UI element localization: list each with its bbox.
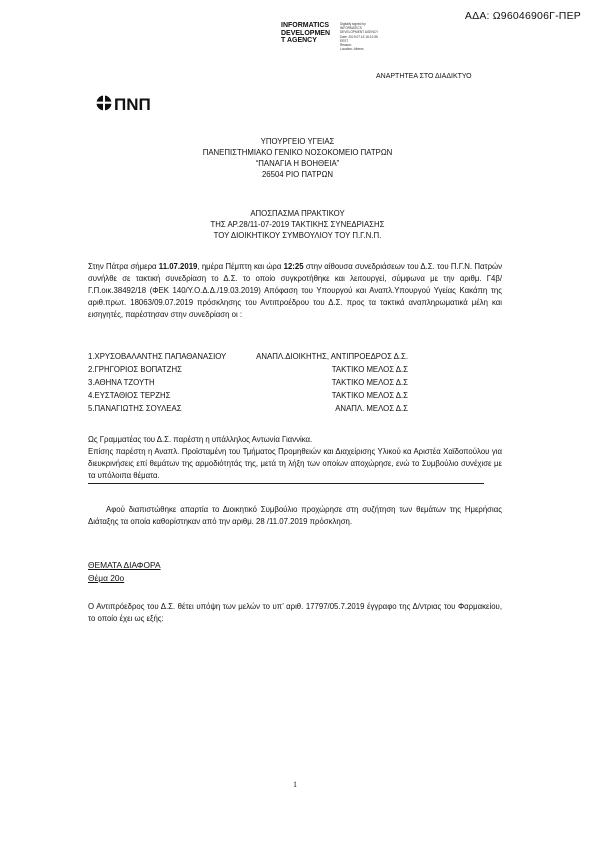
intro-paragraph: Στην Πάτρα σήμερα 11.07.2019, ημέρα Πέμπτη και ώρα 12:25 στην αίθουσα συνεδριάσεων του Δ.Σ. του Π.Γ.Ν. Πατρών συνήλθε σε τακτική συνεδρίαση το Δ.Σ. το οποίο συγκροτήθηκε και λειτουργεί, σύμφωνα με την αριθμ. Γ4β/Γ.Π.οικ.38492/18 (ΦΕΚ 140/Υ.Ο.Δ.Δ./19.03.2019) Απόφαση του Υπουργού και Αναπλ.Υπουργού Υγείας Κακάπη της αριθ.πρωτ. 18063/09.07.2019 πρόσκλησης του Αντιπροέδρου του Δ.Σ. προς τα τακτικά αναπληρωματικά μέλη και εισηγητές, παρέστησαν στην συνεδρίαση οι : [88, 262, 502, 319]
header-line: ΠΑΝΕΠΙΣΤΗΜΙΑΚΟ ΓΕΝΙΚΟ ΝΟΣΟΚΟΜΕΙΟ ΠΑΤΡΩΝ [202, 148, 393, 157]
hospital-logo [96, 89, 160, 119]
stamp-line: DEVELOPMEN [281, 29, 331, 37]
member-row [88, 365, 408, 377]
topic-paragraph: Ο Αντιπρόεδρος του Δ.Σ. θέτει υπόψη των μελών το υπ’ αριθ. 17797/05.7.2019 έγγραφο της Δ/ντριας του Φαρμακείου, το οποίο έχει ως εξής: [88, 602, 502, 623]
stamp-line: INFORMATICS [281, 22, 330, 29]
member-name: 1.ΧΡΥΣΟΒΑΛΑΝΤΗΣ ΠΑΠΑΘΑΝΑΣΙΟΥ [88, 352, 227, 361]
meeting-date: 11.07.2019 [158, 262, 198, 271]
stamp-detail: EEST [340, 38, 349, 43]
logo-text: ΠΝΠ [114, 95, 151, 114]
header-line: “ΠΑΝΑΓΙΑ Η ΒΟΗΘΕΙΑ” [255, 159, 340, 168]
ministry-header [0, 136, 595, 180]
stamp-detail: Reason: [340, 43, 352, 48]
member-row [88, 378, 408, 390]
ada-code: ΑΔΑ: Ω96046906Γ-ΠΕΡ [464, 10, 581, 22]
member-role: ΑΝΑΠΛ.ΔΙΟΙΚΗΤΗΣ, ΑΝΤΙΠΡΟΕΔΡΟΣ Δ.Σ. [256, 352, 408, 361]
member-role: ΤΑΚΤΙΚΟ ΜΕΛΟΣ Δ.Σ [331, 378, 408, 387]
member-name: 2.ΓΡΗΓΟΡΙΟΣ ΒΟΠΑΤΖΗΣ [88, 365, 182, 374]
header-line: 26504 ΡΙΟ ΠΑΤΡΩΝ [261, 170, 334, 179]
signature-stamp [281, 22, 330, 45]
topic-title: Θέμα 20ο [88, 573, 125, 583]
stamp-detail: DEVELOPMENT AGENCY [340, 30, 379, 35]
stamp-detail: Digitally signed by [340, 22, 366, 26]
divider-line [88, 483, 484, 484]
member-name: 5.ΠΑΝΑΓΙΩΤΗΣ ΣΟΥΛΕΑΣ [88, 404, 182, 413]
member-row [88, 404, 408, 416]
member-row [88, 391, 408, 403]
attendance-note: Επίσης παρέστη η Αναπλ. Προϊσταμένη του Τμήματος Προμηθειών και Διαχείρισης Υλικού κα Αριστέα Χαϊδοπούλου για διευκρινήσεις επί θεμάτων της αρμοδιότητάς της, μετά τη λήξη των οποίων αποχώρησε, ενώ το Συμβούλιο συνέχισε με τα υπόλοιπα θέματα. [88, 447, 502, 480]
quorum-paragraph: Αφού διαπιστώθηκε απαρτία το Διοικητικό Συμβούλιο προχώρησε στη συζήτηση των θεμάτων της Ημερήσιας Διάταξης τα οποία καθορίστηκαν από την αριθμ. 28 /11.07.2019 πρόσκληση. [88, 505, 502, 526]
secretary-note: Ως Γραμματέας του Δ.Σ. παρέστη η υπάλληλος Αντωνία Γιαννίκα. [88, 435, 313, 444]
title-line: ΑΠΟΣΠΑΣΜΑ ΠΡΑΚΤΙΚΟΥ [250, 209, 345, 218]
title-line: ΤΗΣ ΑΡ.28/11-07-2019 ΤΑΚΤΙΚΗΣ ΣΥΝΕΔΡΙΑΣΗΣ [210, 220, 385, 229]
page-number: 1 [293, 780, 297, 789]
member-role: ΑΝΑΠΛ. ΜΕΛΟΣ Δ.Σ [335, 404, 408, 413]
stamp-detail: INFORMATICS [340, 26, 362, 31]
member-row [88, 352, 408, 364]
member-name: 3.ΑΘΗΝΑ ΤΖΟΥΤΗ [88, 378, 155, 387]
member-name: 4.ΕΥΣΤΑΘΙΟΣ ΤΕΡΖΗΣ [88, 391, 171, 400]
extract-title [0, 208, 595, 241]
publish-note: ΑΝΑΡΤΗΤΕΑ ΣΤΟ ΔΙΑΔΙΚΤΥΟ [376, 73, 472, 80]
section-title: ΘΕΜΑΤΑ ΔΙΑΦΟΡΑ [88, 560, 161, 570]
header-line: ΥΠΟΥΡΓΕΙΟ ΥΓΕΙΑΣ [260, 137, 335, 146]
signature-details [340, 22, 378, 51]
stamp-detail: Date: 2019.07.15 16:12:56 [340, 34, 378, 39]
member-role: ΤΑΚΤΙΚΟ ΜΕΛΟΣ Δ.Σ [331, 391, 408, 400]
stamp-line: T AGENCY [281, 37, 317, 45]
stamp-detail: Location: Athens [340, 47, 364, 52]
member-role: ΤΑΚΤΙΚΟ ΜΕΛΟΣ Δ.Σ [331, 365, 408, 374]
title-line: ΤΟΥ ΔΙΟΙΚΗΤΙΚΟΥ ΣΥΜΒΟΥΛΙΟΥ ΤΟΥ Π.Γ.Ν.Π. [213, 231, 382, 240]
meeting-time: 12:25 [283, 262, 304, 271]
